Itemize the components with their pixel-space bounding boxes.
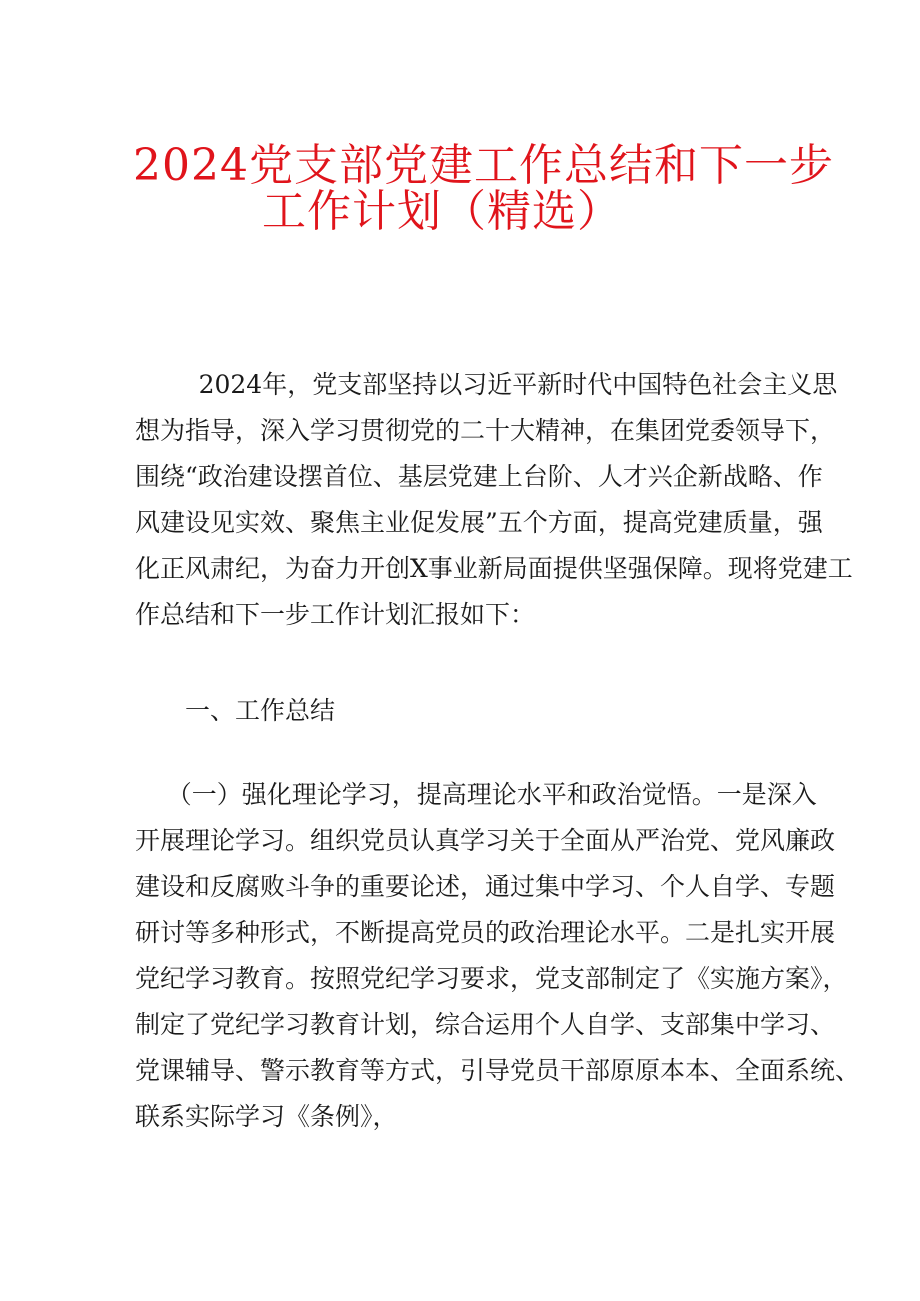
paragraph-line: 联系实际学习《条例》， (135, 1102, 398, 1131)
intro-paragraph (135, 362, 853, 638)
paragraph-line: （一）强化理论学习，提高理论水平和政治觉悟。一是深入 (135, 780, 817, 809)
paragraph-line: 风建设见实效、聚焦主业促发展”五个方面，提高党建质量，强 (135, 508, 823, 537)
paragraph-line: 2024年，党支部坚持以习近平新时代中国特色社会主义思 (135, 370, 838, 399)
paragraph-line: 开展理论学习。组织党员认真学习关于全面从严治党、党风廉政 (135, 826, 836, 855)
paragraph-line: 研讨等多种形式，不断提高党员的政治理论水平。二是扎实开展 (135, 918, 836, 947)
section-1-paragraph (135, 772, 861, 1140)
paragraph-line: 建设和反腐败斗争的重要论述，通过集中学习、个人自学、专题 (135, 872, 836, 901)
paragraph-line: 党课辅导、警示教育等方式，引导党员干部原原本本、全面系统、 (135, 1056, 861, 1085)
section-heading: 一、工作总结 (185, 696, 336, 725)
document-title-line-1: 2024党支部党建工作总结和下一步 (133, 140, 834, 191)
paragraph-line: 制定了党纪学习教育计划，综合运用个人自学、支部集中学习、 (135, 1010, 836, 1039)
paragraph-line: 围绕“政治建设摆首位、基层党建上台阶、人才兴企新战略、作 (135, 462, 823, 491)
document-title-line-2: 工作计划（精选） (262, 186, 622, 237)
paragraph-line: 党纪学习教育。按照党纪学习要求，党支部制定了《实施方案》， (135, 964, 848, 993)
paragraph-line: 作总结和下一步工作计划汇报如下： (135, 600, 536, 629)
paragraph-line: 化正风肃纪，为奋力开创X事业新局面提供坚强保障。现将党建工 (135, 554, 853, 583)
paragraph-line: 想为指导，深入学习贯彻党的二十大精神，在集团党委领导下， (135, 416, 836, 445)
